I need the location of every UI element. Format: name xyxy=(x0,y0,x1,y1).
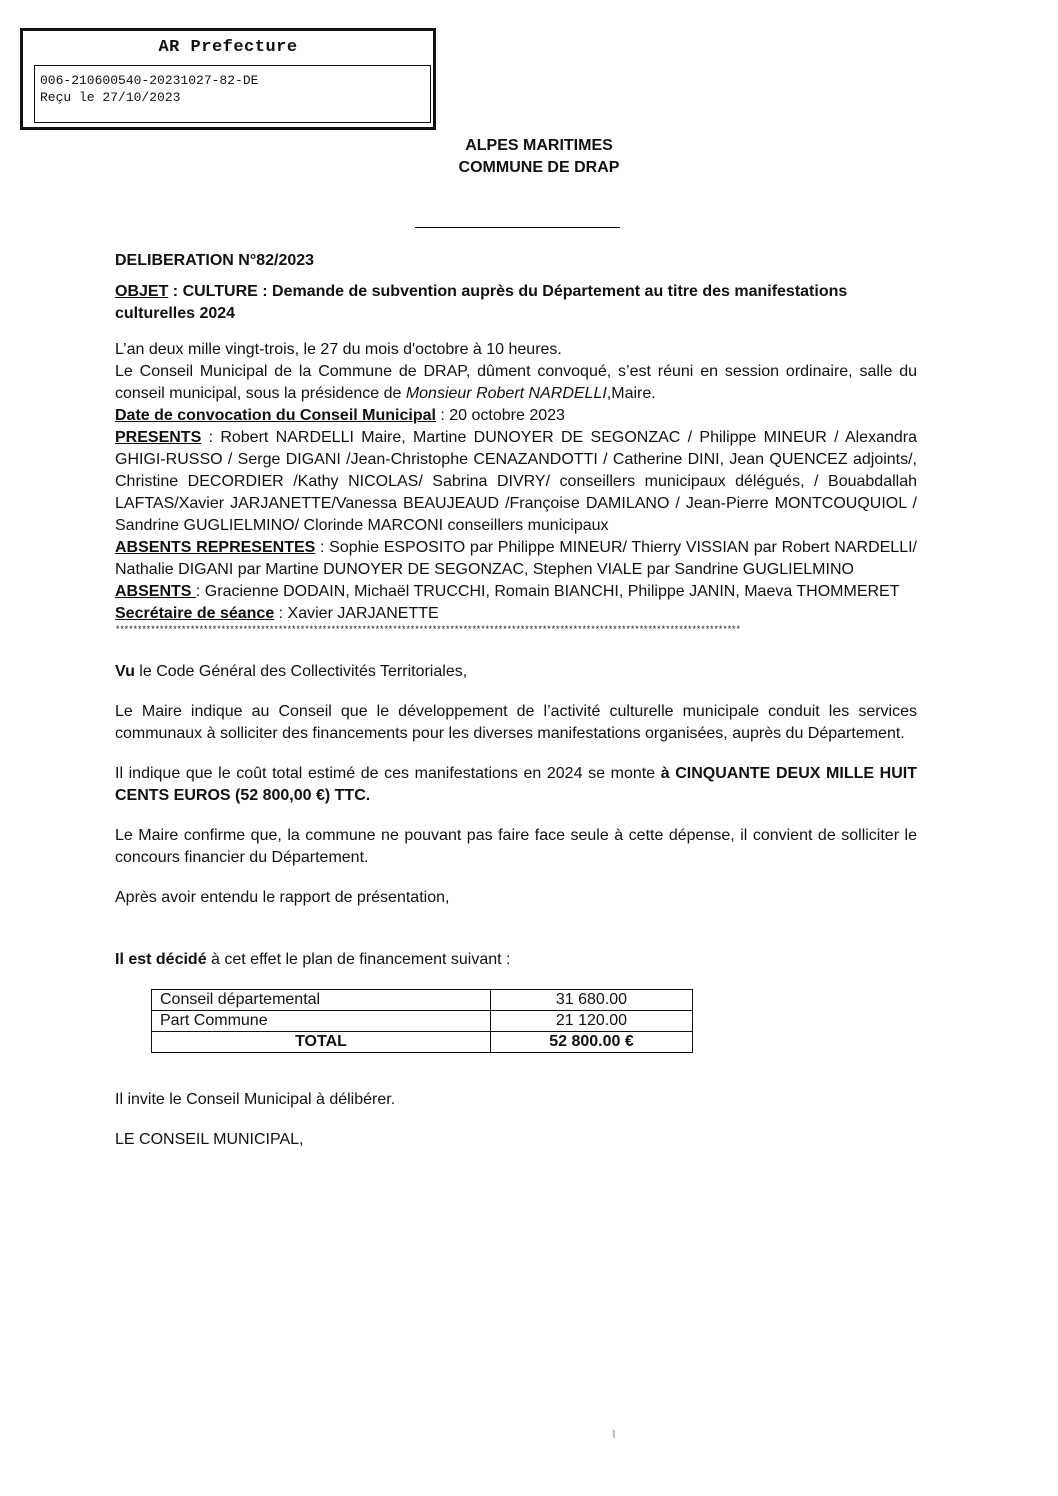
session-text: Le Conseil Municipal de la Commune de DRAP, dûment convoqué, s’est réuni en session ordinaire, salle du conseil municipal, sous la présidence de xyxy=(115,363,917,402)
paragraph-cost xyxy=(115,763,917,807)
total-amount: 52 800.00 € xyxy=(490,1032,692,1053)
stamp-title: AR Prefecture xyxy=(158,38,298,57)
presents-value: : Robert NARDELLI Maire, Martine DUNOYER DE SEGONZAC / Philippe MINEUR / Alexandra GHIGI-RUSSO / Serge DIGANI /Jean-Christophe CENAZANDOTTI / Catherine DINI, Jean QUENCEZ adjoints/, Christine DECORDIER /Kathy NICOLAS/ Sabrina DIVRY/ conseillers municipaux délégués, / Bouabdallah LAFTAS/Xavier JARJANETTE/Vanessa BEAUJEAUD /Françoise DAMILANO / Jean-Pierre MONTCOUQUIOL / Sandrine GUGLIELMINO/ Clorinde MARCONI conseillers municipaux xyxy=(115,429,917,534)
cost-text: Il indique que le coût total estimé de ces manifestations en 2024 se monte xyxy=(115,765,661,782)
absents-value: : Gracienne DODAIN, Michaël TRUCCHI, Romain BIANCHI, Philippe JANIN, Maeva THOMMERET xyxy=(195,583,900,600)
absents-representes-list xyxy=(115,537,917,581)
financing-label: Part Commune xyxy=(152,1011,491,1032)
vu-paragraph xyxy=(115,661,917,683)
convocation-label: Date de convocation du Conseil Municipal xyxy=(115,407,436,424)
stamp-received-date: Reçu le 27/10/2023 xyxy=(40,90,181,105)
paragraph-decision xyxy=(115,949,917,971)
vu-text: le Code Général des Collectivités Territoriales, xyxy=(134,663,468,680)
decision-text: à cet effet le plan de financement suivant : xyxy=(206,951,511,968)
document-header xyxy=(0,135,1058,179)
paragraph-report: Après avoir entendu le rapport de présentation, xyxy=(115,889,450,906)
objet-label: OBJET xyxy=(115,283,169,300)
vu-label: Vu xyxy=(115,663,135,680)
separator-line: ********************************************************************************************************************************************** xyxy=(115,625,740,635)
deliberation-number: DELIBERATION N°82/2023 xyxy=(115,252,315,269)
deliberation-subject xyxy=(115,281,917,325)
decision-label: Il est décidé xyxy=(115,951,207,968)
secretaire-seance xyxy=(115,603,917,625)
paragraph-context: Le Maire indique au Conseil que le développement de l’activité culturelle municipale conduit les services communaux à solliciter des financements pour les diverses manifestations organisées, auprès du Département. xyxy=(115,703,917,742)
president-name: Monsieur Robert NARDELLI xyxy=(405,385,607,402)
financing-label: Conseil départemental xyxy=(152,990,491,1011)
objet-text: : CULTURE : Demande de subvention auprès du Département au titre des manifestations culturelles 2024 xyxy=(115,283,848,322)
stamp-reference: 006-210600540-20231027-82-DE xyxy=(40,73,259,88)
table-total-row xyxy=(152,1032,693,1053)
absents-label: ABSENTS xyxy=(115,583,196,600)
commune-name: COMMUNE DE DRAP xyxy=(458,159,620,176)
paragraph-invite: Il invite le Conseil Municipal à délibérer. xyxy=(115,1091,396,1108)
secretaire-label: Secrétaire de séance xyxy=(115,605,275,622)
financing-table xyxy=(151,989,693,1053)
absents-representes-label: ABSENTS REPRESENTES xyxy=(115,539,316,556)
session-date: L’an deux mille vingt-trois, le 27 du mois d'octobre à 10 heures. xyxy=(115,341,562,358)
financing-amount: 31 680.00 xyxy=(490,990,692,1011)
scan-mark xyxy=(613,1430,615,1438)
absents-list xyxy=(115,581,917,603)
stamp-details xyxy=(34,65,431,123)
convocation-value: : 20 octobre 2023 xyxy=(435,407,565,424)
total-label: TOTAL xyxy=(152,1032,491,1053)
presents-list xyxy=(115,427,917,537)
convocation-date xyxy=(115,405,917,427)
secretaire-value: : Xavier JARJANETTE xyxy=(274,605,439,622)
financing-amount: 21 120.00 xyxy=(490,1011,692,1032)
department-name: ALPES MARITIMES xyxy=(465,137,613,154)
session-preamble xyxy=(115,339,917,635)
document-body xyxy=(115,250,917,1151)
header-divider xyxy=(415,227,620,228)
table-row xyxy=(152,990,693,1011)
council-heading: LE CONSEIL MUNICIPAL, xyxy=(115,1131,304,1148)
absents-representes-value: : Sophie ESPOSITO par Philippe MINEUR/ Thierry VISSIAN par Robert NARDELLI/ Nathalie DIGANI par Martine DUNOYER DE SEGONZAC, Stephen VIALE par Sandrine GUGLIELMINO xyxy=(115,539,917,578)
table-row xyxy=(152,1011,693,1032)
session-text-end: ,Maire. xyxy=(606,385,656,402)
cost-amount: à CINQUANTE DEUX MILLE HUIT CENTS EUROS (52 800,00 €) TTC. xyxy=(115,765,917,804)
prefecture-stamp xyxy=(20,28,436,130)
session-convocation xyxy=(115,361,917,405)
paragraph-request: Le Maire confirme que, la commune ne pouvant pas faire face seule à cette dépense, il convient de solliciter le concours financier du Département. xyxy=(115,827,917,866)
presents-label: PRESENTS xyxy=(115,429,202,446)
